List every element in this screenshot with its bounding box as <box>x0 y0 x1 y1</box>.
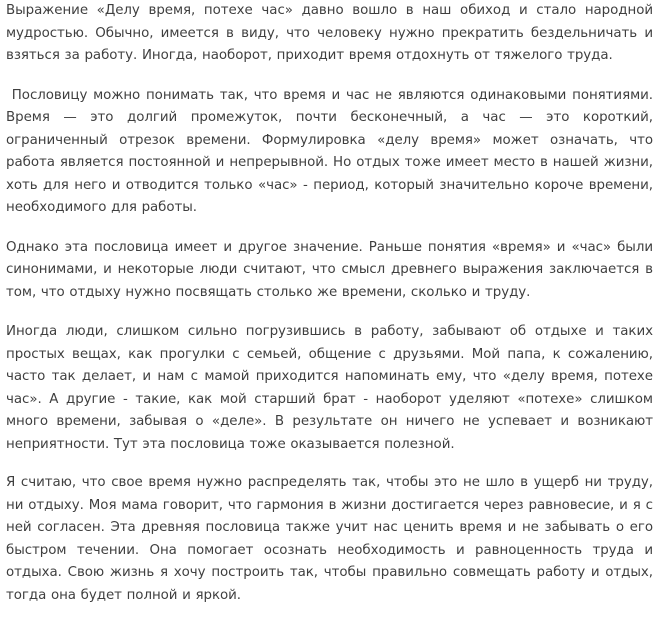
paragraph-1: Выражение «Делу время, потехе час» давно вошло в наш обиход и стало народной мудростью. Обычно, имеется в виду, что человеку нужно прекратить бездельничать и взяться за работу. Иногда, наоборот, приходит время отдохнуть от тяжелого труда. <box>6 3 653 63</box>
paragraph-3: Однако эта пословица имеет и другое значение. Раньше понятия «время» и «час» были синонимами, и некоторые люди считают, что смысл древнего выражения заключается в том, что отдыху нужно посвящать столько же времени, сколько и труду. <box>6 239 653 300</box>
paragraph-4: Иногда люди, слишком сильно погрузившись в работу, забывают об отдыхе и таких простых вещах, как прогулки с семьей, общение с друзьями. Мой папа, к сожалению, часто так делает, и нам с мамой приходится напоминать ему, что «делу время, потехе час». А другие - такие, как мой старший брат - наоборот уделяют «потехе» слишком много времени, забывая о «деле». В результате он ничего не успевает и возникают неприятности. Тут эта пословица тоже оказывается полезной. <box>6 324 653 452</box>
paragraph-5: Я считаю, что свое время нужно распределять так, чтобы это не шло в ущерб ни труду, ни отдыху. Моя мама говорит, что гармония в жизни достигается через равновесие, и я с ней согласен. Эта древняя пословица также учит нас ценить время и не забывать о его быстром течении. Она помогает осознать необходимость и равноценность труда и отдыха. Свою жизнь я хочу построить так, чтобы правильно совмещать работу и отдых, тогда она будет полной и яркой. <box>6 475 653 603</box>
paragraph-2: Пословицу можно понимать так, что время и час не являются одинаковыми понятиями. Время — это долгий промежуток, почти бесконечный, а час — это короткий, ограниченный отрезок времени. Формулировка «делу время» может означать, что работа является постоянной и непрерывной. Но отдых тоже имеет место в нашей жизни, хоть для него и отводится только «час» - период, который значительно короче времени, необходимого для работы. <box>6 87 653 215</box>
